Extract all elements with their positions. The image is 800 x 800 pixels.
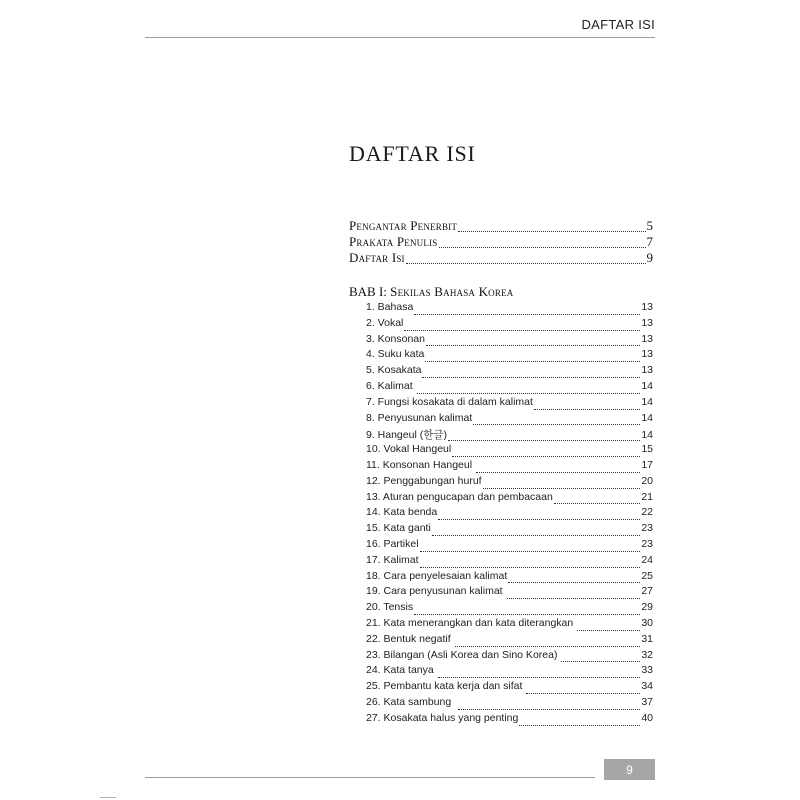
toc-entry: [349, 234, 653, 250]
toc-entry-label: 16. Partikel: [366, 537, 419, 550]
toc-dot-leader: [526, 693, 640, 694]
toc-dot-leader: [438, 519, 640, 520]
toc-entry-label: 9. Hangeul (한글): [366, 429, 447, 442]
toc-entry-page: 40: [641, 711, 653, 724]
crop-mark: [100, 797, 116, 798]
toc-entry-page: 13: [641, 348, 653, 361]
chapter-toc-list: [349, 301, 653, 728]
toc-dot-leader: [534, 409, 640, 410]
toc-entry: [366, 617, 653, 633]
toc-dot-leader: [425, 361, 640, 362]
toc-entry-page: 9: [646, 250, 653, 265]
toc-dot-leader: [404, 330, 640, 331]
chapter-section: [349, 284, 653, 728]
toc-entry-page: 13: [641, 332, 653, 345]
chapter-prefix: BAB I:: [349, 284, 391, 299]
toc-entry: [349, 218, 653, 234]
toc-entry-label: 27. Kosakata halus yang penting: [366, 711, 519, 724]
toc-dot-leader: [508, 582, 640, 583]
toc-entry: [366, 585, 653, 601]
toc-entry-page: 5: [646, 218, 653, 233]
toc-entry-page: 13: [641, 301, 653, 313]
toc-entry-label: 7. Fungsi kosakata di dalam kalimat: [366, 395, 533, 408]
toc-dot-leader: [420, 567, 641, 568]
toc-dot-leader: [458, 231, 645, 232]
toc-dot-leader: [438, 677, 641, 678]
toc-entry-page: 15: [641, 443, 653, 456]
toc-entry: [366, 317, 653, 333]
toc-entry: [366, 427, 653, 443]
toc-entry-page: 31: [641, 632, 653, 645]
toc-entry-page: 14: [641, 395, 653, 408]
chapter-name: Sekilas Bahasa Korea: [390, 284, 514, 299]
toc-entry-label: 5. Kosakata: [366, 364, 422, 377]
toc-entry: [366, 601, 653, 617]
toc-entry: [366, 554, 653, 570]
toc-entry-label: 17. Kalimat: [366, 553, 419, 566]
toc-entry-label: 21. Kata menerangkan dan kata diterangkan: [366, 616, 577, 629]
toc-entry: [349, 250, 653, 266]
toc-entry-page: 7: [646, 234, 653, 249]
toc-entry-page: 14: [641, 411, 653, 424]
toc-dot-leader: [455, 646, 641, 647]
toc-entry-label: 22. Bentuk negatif: [366, 632, 454, 645]
toc-entry-page: 13: [641, 316, 653, 329]
toc-entry-label: 11. Konsonan Hangeul: [366, 458, 475, 471]
toc-entry: [366, 380, 653, 396]
toc-entry: [366, 443, 653, 459]
toc-entry-label: 19. Cara penyusunan kalimat: [366, 585, 506, 598]
toc-entry-label: 10. Vokal Hangeul: [366, 443, 452, 456]
toc-entry: [366, 712, 653, 728]
toc-entry-label: 24. Kata tanya: [366, 664, 437, 677]
toc-entry-page: 23: [641, 537, 653, 550]
toc-entry: [366, 348, 653, 364]
front-matter-list: [349, 218, 653, 266]
chapter-title: [349, 284, 653, 301]
toc-entry-page: 14: [641, 429, 653, 442]
toc-entry-page: 20: [641, 474, 653, 487]
toc-entry: [366, 522, 653, 538]
toc-entry-page: 32: [641, 648, 653, 661]
toc-entry: [366, 633, 653, 649]
toc-entry-label: 2. Vokal: [366, 316, 404, 329]
toc-dot-leader: [439, 247, 646, 248]
toc-entry-label: Prakata Penulis: [349, 234, 438, 249]
toc-entry-page: 17: [641, 458, 653, 471]
toc-entry-label: 12. Penggabungan huruf: [366, 474, 482, 487]
toc-entry: [366, 664, 653, 680]
toc-entry-page: 27: [641, 585, 653, 598]
toc-dot-leader: [422, 377, 640, 378]
toc-entry: [366, 506, 653, 522]
toc-entry-label: 1. Bahasa: [366, 301, 414, 313]
toc-dot-leader: [426, 345, 640, 346]
toc-entry-label: Pengantar Penerbit: [349, 218, 458, 233]
footer-divider: [145, 777, 595, 778]
toc-dot-leader: [561, 661, 640, 662]
toc-dot-leader: [519, 725, 640, 726]
toc-entry: [366, 301, 653, 317]
page-number-box: [604, 759, 655, 780]
running-header: DAFTAR ISI: [581, 17, 655, 32]
toc-entry: [366, 396, 653, 412]
toc-entry-page: 22: [641, 506, 653, 519]
toc-entry-label: 25. Pembantu kata kerja dan sifat: [366, 680, 526, 693]
toc-dot-leader: [420, 551, 641, 552]
toc-dot-leader: [414, 314, 640, 315]
toc-entry-page: 13: [641, 364, 653, 377]
toc-entry-label: 13. Aturan pengucapan dan pembacaan: [366, 490, 553, 503]
header-divider: [145, 37, 655, 38]
toc-entry: [366, 491, 653, 507]
page-title: DAFTAR ISI: [349, 141, 476, 166]
toc-dot-leader: [507, 598, 641, 599]
toc-entry-page: 21: [641, 490, 653, 503]
toc-entry-label: 18. Cara penyelesaian kalimat: [366, 569, 508, 582]
toc-dot-leader: [414, 614, 640, 615]
toc-entry-page: 24: [641, 553, 653, 566]
toc-entry-label: 4. Suku kata: [366, 348, 425, 361]
toc-entry-label: 8. Penyusunan kalimat: [366, 411, 473, 424]
page-number: 9: [626, 762, 633, 777]
toc-entry: [366, 412, 653, 428]
toc-entry-page: 33: [641, 664, 653, 677]
toc-dot-leader: [476, 472, 640, 473]
toc-dot-leader: [448, 440, 640, 441]
toc-entry-label: 3. Konsonan: [366, 332, 425, 345]
toc-entry: [366, 649, 653, 665]
toc-dot-leader: [577, 630, 640, 631]
toc-entry: [366, 364, 653, 380]
toc-entry: [366, 333, 653, 349]
toc-dot-leader: [406, 263, 646, 264]
toc-entry: [366, 696, 653, 712]
toc-entry-label: 20. Tensis: [366, 601, 414, 614]
toc-entry-label: 23. Bilangan (Asli Korea dan Sino Korea): [366, 648, 561, 661]
toc-entry-page: 30: [641, 616, 653, 629]
toc-entry: [366, 538, 653, 554]
toc-entry-label: 15. Kata ganti: [366, 522, 431, 535]
toc-entry-label: 26. Kata sambung: [366, 695, 458, 708]
toc-entry: [366, 680, 653, 696]
toc-entry: [366, 459, 653, 475]
toc-dot-leader: [417, 393, 641, 394]
toc-dot-leader: [458, 709, 640, 710]
toc-entry-page: 37: [641, 695, 653, 708]
toc-entry-page: 14: [641, 379, 653, 392]
toc-entry-label: 6. Kalimat: [366, 379, 416, 392]
toc-entry-page: 34: [641, 680, 653, 693]
toc-entry: [366, 570, 653, 586]
toc-entry-page: 29: [641, 601, 653, 614]
toc-dot-leader: [483, 488, 641, 489]
toc-dot-leader: [432, 535, 641, 536]
toc-dot-leader: [452, 456, 640, 457]
toc-entry-label: 14. Kata benda: [366, 506, 438, 519]
toc-dot-leader: [554, 503, 640, 504]
toc-entry-page: 23: [641, 522, 653, 535]
toc-entry-label: Daftar Isi: [349, 250, 405, 265]
toc-dot-leader: [473, 424, 640, 425]
toc-entry: [366, 475, 653, 491]
toc-entry-page: 25: [641, 569, 653, 582]
